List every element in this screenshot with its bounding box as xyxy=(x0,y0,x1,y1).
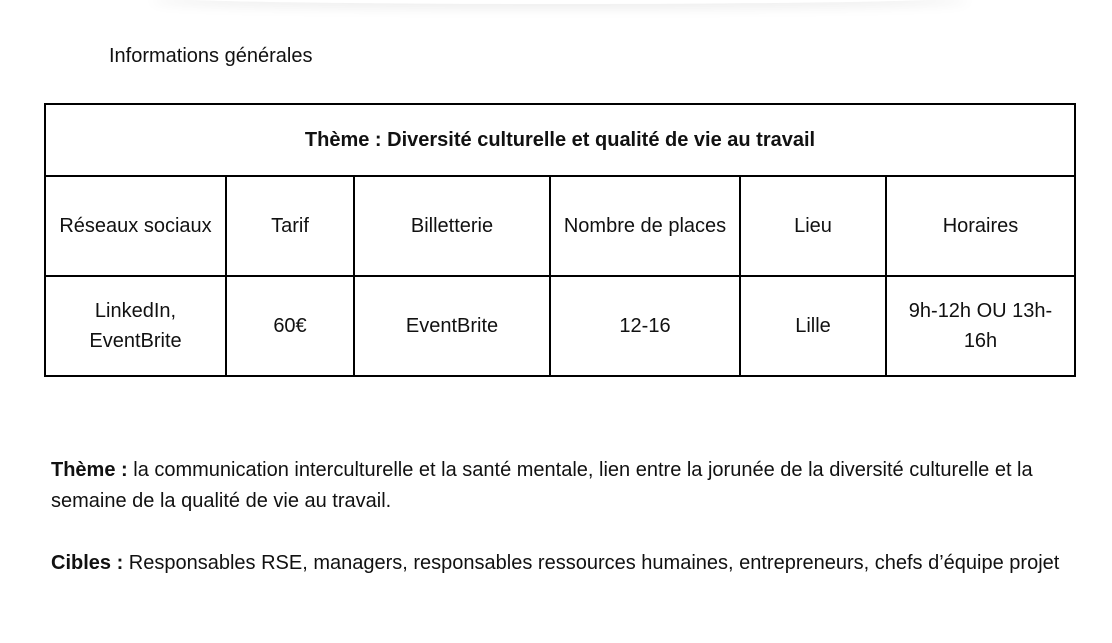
header-shadow xyxy=(150,0,970,4)
header-cell-horaires: Horaires xyxy=(886,176,1075,276)
header-cell-lieu: Lieu xyxy=(740,176,886,276)
header-cell-billetterie: Billetterie xyxy=(354,176,550,276)
table-title-row xyxy=(45,104,1075,176)
section-heading: Informations générales xyxy=(109,45,313,67)
cibles-label: Cibles : xyxy=(51,552,124,574)
table-title-cell: Thème : Diversité culturelle et qualité de vie au travail xyxy=(45,104,1075,176)
header-cell-tarif: Tarif xyxy=(226,176,354,276)
value-cell-horaires: 9h-12h OU 13h-16h xyxy=(886,276,1075,376)
info-table xyxy=(44,103,1076,377)
table-header-row xyxy=(45,176,1075,276)
value-cell-reseaux: LinkedIn, EventBrite xyxy=(45,276,226,376)
theme-label: Thème : xyxy=(51,459,128,481)
theme-paragraph xyxy=(51,455,1061,517)
value-cell-lieu: Lille xyxy=(740,276,886,376)
value-cell-billetterie: EventBrite xyxy=(354,276,550,376)
value-cell-tarif: 60€ xyxy=(226,276,354,376)
cibles-text: Responsables RSE, managers, responsables ressources humaines, entrepreneurs, chefs d’équipe projet xyxy=(123,552,1060,574)
value-cell-places: 12-16 xyxy=(550,276,740,376)
theme-text: la communication interculturelle et la santé mentale, lien entre la jorunée de la diversité culturelle et la semaine de la qualité de vie au travail. xyxy=(51,459,1033,512)
cibles-paragraph xyxy=(51,548,1061,579)
header-cell-places: Nombre de places xyxy=(550,176,740,276)
table-row xyxy=(45,276,1075,376)
header-cell-reseaux: Réseaux sociaux xyxy=(45,176,226,276)
